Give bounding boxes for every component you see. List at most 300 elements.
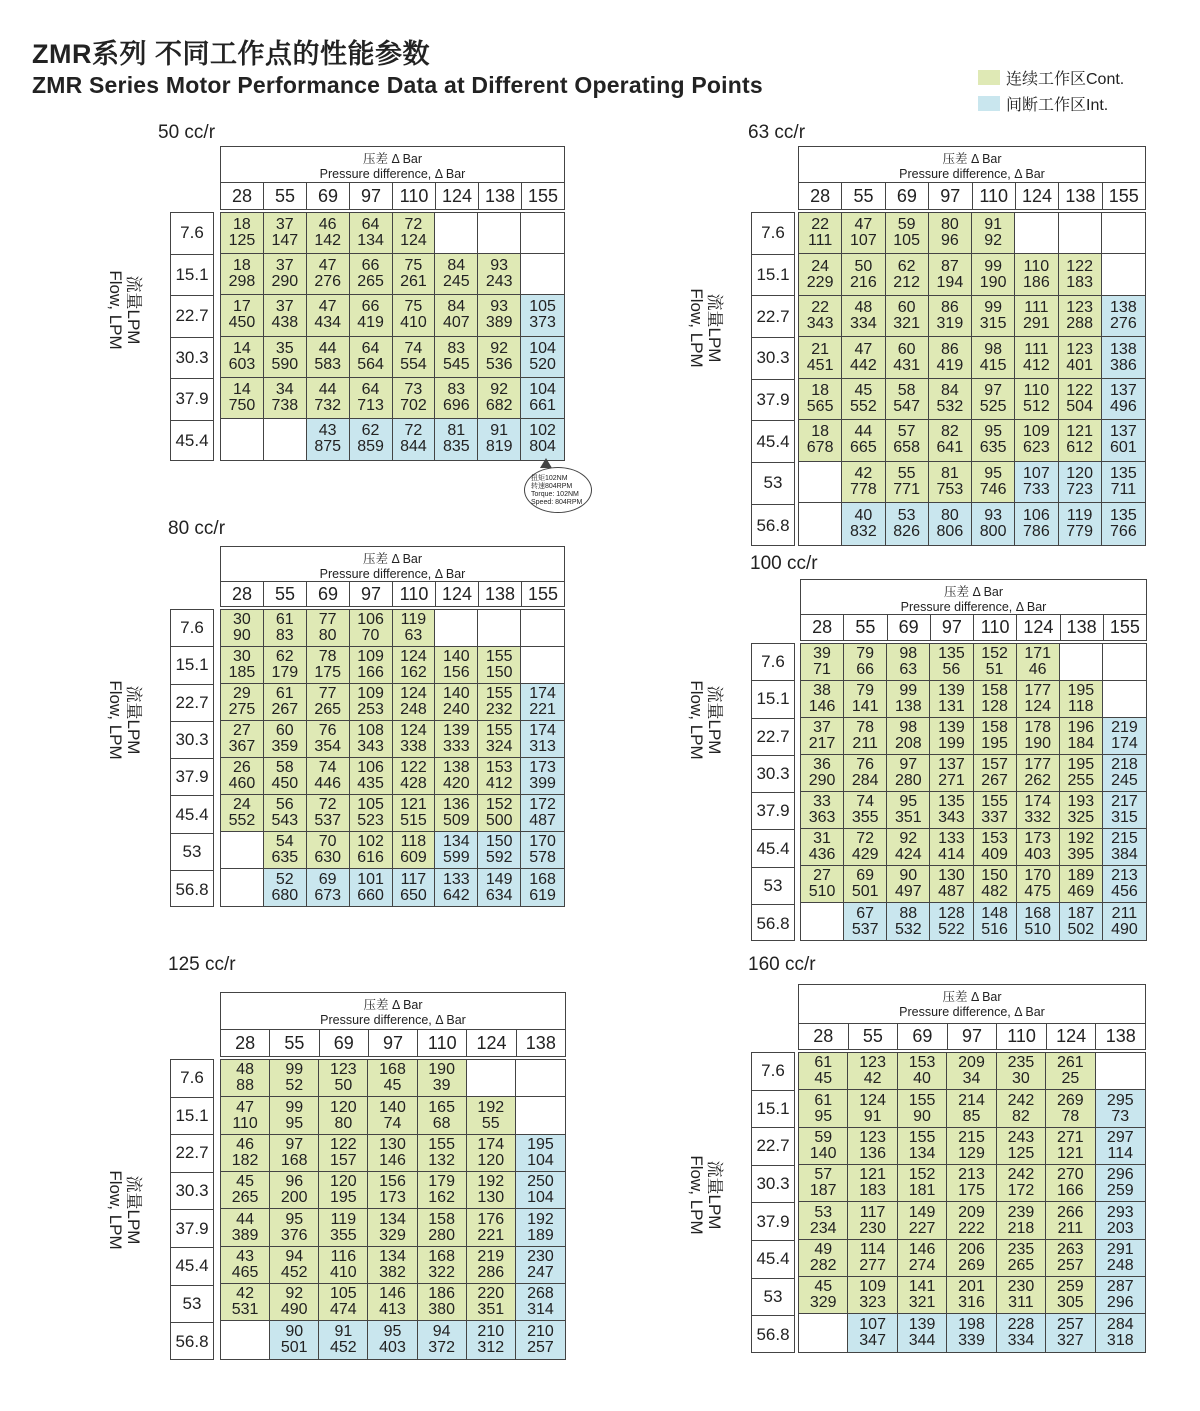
pressure-values-row bbox=[798, 183, 1146, 210]
torque-value: 69 bbox=[856, 867, 875, 885]
cell-continuous bbox=[974, 718, 1017, 755]
cell-continuous bbox=[368, 1172, 417, 1209]
cell-continuous bbox=[929, 337, 972, 378]
flow-axis-label-cn: 流量LPM bbox=[705, 1160, 724, 1230]
pressure-header-cn: 压差 Δ Bar bbox=[942, 990, 1002, 1004]
torque-value: 92 bbox=[490, 339, 509, 357]
speed-value: 603 bbox=[228, 355, 256, 373]
torque-value: 215 bbox=[958, 1128, 985, 1146]
cell-continuous bbox=[418, 1284, 467, 1321]
torque-value: 210 bbox=[477, 1323, 505, 1341]
speed-value: 186 bbox=[1023, 273, 1050, 291]
speed-value: 208 bbox=[894, 735, 922, 753]
torque-value: 168 bbox=[529, 870, 556, 888]
flow-value: 37.9 bbox=[752, 1203, 794, 1241]
torque-value: 62 bbox=[275, 648, 294, 666]
pressure-value: 55 bbox=[849, 1024, 899, 1049]
speed-value: 107 bbox=[850, 232, 877, 250]
cell-continuous bbox=[264, 254, 307, 295]
cell-empty bbox=[221, 1321, 270, 1358]
speed-value: 778 bbox=[850, 480, 877, 498]
pressure-value: 69 bbox=[307, 582, 350, 606]
torque-value: 193 bbox=[1067, 793, 1095, 811]
torque-value: 95 bbox=[383, 1323, 402, 1341]
speed-value: 253 bbox=[357, 701, 384, 719]
speed-value: 363 bbox=[808, 809, 836, 827]
torque-value: 211 bbox=[1111, 904, 1138, 922]
torque-value: 150 bbox=[485, 833, 513, 851]
speed-value: 531 bbox=[231, 1301, 259, 1319]
torque-value: 198 bbox=[958, 1316, 985, 1334]
pressure-values-row bbox=[220, 183, 565, 210]
cell-continuous bbox=[997, 1090, 1046, 1127]
cell-intermittent bbox=[974, 903, 1017, 940]
torque-value: 148 bbox=[981, 904, 1008, 922]
cell-intermittent bbox=[1102, 379, 1145, 420]
flow-axis-label-en: Flow, LPM bbox=[687, 1155, 706, 1235]
torque-value: 111 bbox=[1024, 299, 1049, 317]
cell-continuous bbox=[270, 1060, 319, 1097]
torque-value: 90 bbox=[285, 1323, 304, 1341]
cell-continuous bbox=[478, 295, 521, 336]
cell-continuous bbox=[393, 795, 436, 832]
torque-value: 42 bbox=[854, 464, 873, 482]
speed-value: 175 bbox=[958, 1182, 985, 1200]
cell-intermittent bbox=[393, 419, 436, 460]
speed-value: 181 bbox=[908, 1182, 936, 1200]
pressure-value: 97 bbox=[931, 615, 974, 640]
torque-value: 206 bbox=[958, 1240, 985, 1258]
cell-continuous bbox=[886, 420, 929, 461]
pressure-value: 155 bbox=[1109, 617, 1140, 637]
cell-continuous bbox=[435, 378, 478, 419]
speed-value: 173 bbox=[379, 1189, 406, 1207]
torque-value: 37 bbox=[275, 216, 294, 234]
cell-intermittent bbox=[521, 721, 564, 758]
torque-value: 47 bbox=[318, 257, 337, 275]
torque-value: 74 bbox=[404, 339, 423, 357]
speed-value: 200 bbox=[280, 1189, 308, 1207]
flow-axis-label bbox=[683, 278, 723, 378]
speed-value: 172 bbox=[1007, 1182, 1035, 1200]
speed-value: 95 bbox=[814, 1107, 833, 1125]
cell-continuous bbox=[418, 1247, 467, 1284]
speed-value: 322 bbox=[428, 1263, 455, 1281]
speed-value: 800 bbox=[979, 522, 1007, 540]
torque-value: 30 bbox=[233, 648, 251, 666]
cell-continuous bbox=[368, 1060, 417, 1097]
torque-value: 121 bbox=[859, 1166, 886, 1184]
torque-value: 137 bbox=[938, 756, 965, 774]
table-title: 160 cc/r bbox=[748, 954, 816, 975]
cell-intermittent bbox=[521, 419, 564, 460]
flow-axis-label-en: Flow, LPM bbox=[106, 270, 125, 350]
speed-value: 221 bbox=[529, 701, 556, 719]
pressure-value: 155 bbox=[527, 584, 559, 604]
torque-value: 134 bbox=[442, 833, 470, 851]
flow-value: 45.4 bbox=[171, 1248, 213, 1286]
cell-continuous bbox=[368, 1284, 417, 1321]
legend-label-cont: 连续工作区Cont. bbox=[1006, 70, 1125, 88]
speed-value: 623 bbox=[1023, 439, 1050, 457]
cell-continuous bbox=[947, 1165, 996, 1202]
cell-continuous bbox=[947, 1277, 996, 1314]
speed-value: 619 bbox=[529, 886, 556, 904]
cell-continuous bbox=[393, 721, 436, 758]
speed-value: 496 bbox=[1110, 398, 1137, 416]
cell-continuous bbox=[270, 1209, 319, 1246]
torque-value: 79 bbox=[856, 682, 875, 700]
cell-continuous bbox=[350, 213, 393, 254]
callout-line: 转速804RPM bbox=[531, 483, 573, 490]
flow-value: 45.4 bbox=[175, 431, 209, 451]
torque-value: 242 bbox=[1007, 1091, 1035, 1109]
torque-value: 26 bbox=[233, 759, 251, 777]
cell-intermittent bbox=[516, 1172, 565, 1209]
torque-value: 18 bbox=[811, 382, 830, 400]
torque-value: 97 bbox=[285, 1135, 304, 1153]
pressure-value: 69 bbox=[886, 183, 929, 209]
speed-value: 39 bbox=[432, 1077, 451, 1095]
cell-continuous bbox=[898, 1165, 947, 1202]
torque-value: 230 bbox=[527, 1247, 554, 1265]
cell-intermittent bbox=[844, 903, 887, 940]
cell-continuous bbox=[801, 718, 844, 755]
speed-value: 786 bbox=[1023, 522, 1050, 540]
speed-value: 185 bbox=[228, 664, 256, 682]
speed-value: 733 bbox=[1023, 480, 1050, 498]
torque-value: 215 bbox=[1111, 830, 1138, 848]
cell-continuous bbox=[393, 684, 436, 721]
cell-continuous bbox=[1059, 254, 1102, 295]
cell-continuous bbox=[887, 866, 930, 903]
cell-continuous bbox=[842, 337, 885, 378]
torque-value: 76 bbox=[856, 756, 875, 774]
torque-value: 30 bbox=[233, 611, 251, 629]
torque-value: 271 bbox=[1057, 1128, 1084, 1146]
cell-continuous bbox=[799, 337, 842, 378]
cell-intermittent bbox=[521, 684, 564, 721]
torque-value: 170 bbox=[1024, 867, 1052, 885]
torque-value: 135 bbox=[1110, 506, 1137, 524]
speed-value: 313 bbox=[529, 738, 556, 756]
speed-value: 55 bbox=[481, 1114, 500, 1132]
flow-value: 53 bbox=[171, 1286, 213, 1324]
torque-value: 94 bbox=[432, 1323, 451, 1341]
cell-intermittent bbox=[521, 337, 564, 378]
cell-continuous bbox=[930, 829, 973, 866]
speed-value: 367 bbox=[228, 738, 256, 756]
torque-value: 268 bbox=[527, 1285, 554, 1303]
torque-value: 33 bbox=[813, 793, 831, 811]
torque-value: 53 bbox=[897, 506, 916, 524]
cell-continuous bbox=[393, 378, 436, 419]
torque-value: 146 bbox=[379, 1285, 406, 1303]
torque-value: 130 bbox=[379, 1135, 406, 1153]
pressure-value: 28 bbox=[221, 1030, 270, 1056]
torque-value: 74 bbox=[318, 759, 337, 777]
torque-value: 118 bbox=[400, 833, 427, 851]
pressure-value: 97 bbox=[350, 183, 393, 209]
speed-value: 583 bbox=[314, 355, 342, 373]
torque-value: 214 bbox=[958, 1091, 985, 1109]
speed-value: 565 bbox=[806, 398, 834, 416]
cell-continuous bbox=[221, 295, 264, 336]
speed-value: 80 bbox=[334, 1114, 353, 1132]
flow-value: 37.9 bbox=[752, 380, 794, 422]
speed-value: 738 bbox=[271, 396, 299, 414]
torque-value: 174 bbox=[529, 722, 556, 740]
table-title: 80 cc/r bbox=[168, 518, 226, 539]
cell-continuous bbox=[221, 1284, 270, 1321]
cell-continuous bbox=[221, 758, 264, 795]
cell-intermittent bbox=[1096, 1277, 1145, 1314]
speed-value: 305 bbox=[1057, 1294, 1084, 1312]
speed-value: 265 bbox=[357, 273, 384, 291]
speed-value: 537 bbox=[851, 920, 879, 938]
speed-value: 410 bbox=[400, 314, 427, 332]
pressure-value: 97 bbox=[350, 582, 393, 606]
speed-value: 267 bbox=[271, 701, 299, 719]
speed-value: 465 bbox=[231, 1263, 259, 1281]
cell-continuous bbox=[844, 644, 887, 681]
speed-value: 543 bbox=[271, 812, 299, 830]
cell-continuous bbox=[270, 1284, 319, 1321]
torque-value: 21 bbox=[811, 340, 830, 358]
speed-value: 274 bbox=[908, 1256, 936, 1274]
cell-intermittent bbox=[1103, 718, 1146, 755]
speed-value: 265 bbox=[231, 1189, 259, 1207]
torque-value: 37 bbox=[275, 298, 294, 316]
torque-value: 124 bbox=[400, 722, 427, 740]
cell-continuous bbox=[972, 337, 1015, 378]
pressure-value: 124 bbox=[1047, 1024, 1097, 1049]
cell-intermittent bbox=[1059, 462, 1102, 503]
torque-value: 14 bbox=[233, 339, 251, 357]
flow-values-column bbox=[751, 643, 795, 941]
cell-intermittent bbox=[521, 795, 564, 832]
pressure-value: 110 bbox=[997, 1024, 1047, 1049]
speed-value: 282 bbox=[809, 1256, 837, 1274]
cell-intermittent bbox=[886, 503, 929, 544]
torque-value: 62 bbox=[361, 422, 380, 440]
cell-continuous bbox=[1060, 755, 1103, 792]
speed-value: 474 bbox=[330, 1301, 357, 1319]
table-title: 100 cc/r bbox=[750, 553, 818, 574]
speed-value: 355 bbox=[851, 809, 879, 827]
cell-continuous bbox=[801, 644, 844, 681]
torque-value: 64 bbox=[361, 339, 380, 357]
speed-value: 80 bbox=[318, 627, 337, 645]
torque-value: 45 bbox=[236, 1173, 254, 1191]
cell-continuous bbox=[350, 758, 393, 795]
cell-empty bbox=[521, 254, 564, 295]
torque-value: 137 bbox=[1110, 423, 1137, 441]
torque-value: 119 bbox=[1066, 506, 1093, 524]
speed-value: 616 bbox=[357, 849, 384, 867]
speed-value: 221 bbox=[477, 1226, 505, 1244]
speed-value: 190 bbox=[1024, 735, 1052, 753]
flow-value: 15.1 bbox=[752, 1091, 794, 1129]
torque-value: 201 bbox=[958, 1278, 985, 1296]
torque-value: 173 bbox=[1024, 830, 1052, 848]
torque-value: 72 bbox=[318, 796, 337, 814]
torque-value: 47 bbox=[318, 298, 337, 316]
cell-continuous bbox=[1059, 379, 1102, 420]
speed-value: 723 bbox=[1066, 480, 1093, 498]
speed-value: 323 bbox=[859, 1294, 886, 1312]
torque-value: 121 bbox=[1066, 423, 1093, 441]
speed-value: 95 bbox=[285, 1114, 304, 1132]
speed-value: 184 bbox=[1067, 735, 1095, 753]
cell-continuous bbox=[478, 378, 521, 419]
cell-continuous bbox=[368, 1247, 417, 1284]
speed-value: 66 bbox=[856, 661, 875, 679]
legend-swatch-cont bbox=[978, 70, 1000, 85]
speed-value: 601 bbox=[1110, 439, 1137, 457]
torque-value: 209 bbox=[958, 1054, 985, 1072]
torque-value: 140 bbox=[379, 1098, 406, 1116]
speed-value: 635 bbox=[271, 849, 299, 867]
speed-value: 141 bbox=[851, 698, 879, 716]
torque-value: 155 bbox=[485, 722, 513, 740]
cell-continuous bbox=[799, 1165, 848, 1202]
torque-value: 45 bbox=[814, 1278, 833, 1296]
speed-value: 401 bbox=[1066, 356, 1093, 374]
speed-value: 174 bbox=[1111, 735, 1138, 753]
cell-continuous bbox=[947, 1240, 996, 1277]
torque-value: 58 bbox=[897, 382, 916, 400]
speed-value: 74 bbox=[383, 1114, 402, 1132]
pressure-header bbox=[800, 579, 1147, 615]
torque-value: 165 bbox=[428, 1098, 455, 1116]
torque-value: 173 bbox=[529, 759, 556, 777]
torque-value: 101 bbox=[357, 870, 384, 888]
speed-value: 120 bbox=[477, 1151, 505, 1169]
cell-continuous bbox=[801, 829, 844, 866]
cell-intermittent bbox=[1096, 1128, 1145, 1165]
cell-empty bbox=[1060, 644, 1103, 681]
torque-value: 170 bbox=[529, 833, 556, 851]
speed-value: 30 bbox=[1012, 1070, 1030, 1088]
cell-intermittent bbox=[393, 869, 436, 906]
cell-continuous bbox=[974, 644, 1017, 681]
speed-value: 134 bbox=[357, 232, 384, 250]
torque-value: 153 bbox=[485, 759, 513, 777]
pressure-value: 155 bbox=[1108, 186, 1139, 206]
speed-value: 545 bbox=[442, 355, 470, 373]
speed-value: 182 bbox=[231, 1151, 259, 1169]
torque-value: 235 bbox=[1007, 1054, 1035, 1072]
cell-continuous bbox=[972, 420, 1015, 461]
torque-value: 190 bbox=[428, 1061, 455, 1079]
cell-continuous bbox=[886, 296, 929, 337]
speed-value: 125 bbox=[1007, 1144, 1035, 1162]
speed-value: 415 bbox=[979, 356, 1007, 374]
flow-value: 45.4 bbox=[752, 830, 794, 867]
torque-value: 213 bbox=[1111, 867, 1138, 885]
torque-value: 139 bbox=[938, 682, 965, 700]
cell-continuous bbox=[842, 254, 885, 295]
torque-value: 92 bbox=[285, 1285, 304, 1303]
cell-continuous bbox=[478, 254, 521, 295]
data-grid bbox=[220, 609, 565, 907]
cell-continuous bbox=[799, 1090, 848, 1127]
data-grid bbox=[220, 212, 565, 461]
torque-value: 250 bbox=[527, 1173, 554, 1191]
speed-value: 419 bbox=[357, 314, 384, 332]
torque-value: 123 bbox=[1066, 299, 1093, 317]
speed-value: 321 bbox=[908, 1294, 936, 1312]
speed-value: 275 bbox=[228, 701, 256, 719]
speed-value: 354 bbox=[314, 738, 342, 756]
cell-continuous bbox=[418, 1172, 467, 1209]
cell-intermittent bbox=[972, 503, 1015, 544]
speed-value: 42 bbox=[863, 1070, 882, 1088]
torque-value: 49 bbox=[814, 1240, 833, 1258]
pressure-value: 110 bbox=[418, 1030, 467, 1056]
torque-value: 91 bbox=[490, 422, 509, 440]
torque-value: 150 bbox=[981, 867, 1008, 885]
speed-value: 318 bbox=[1106, 1332, 1134, 1350]
flow-axis-label-cn: 流量LPM bbox=[124, 685, 143, 755]
cell-continuous bbox=[898, 1277, 947, 1314]
speed-value: 124 bbox=[1024, 698, 1052, 716]
cell-intermittent bbox=[350, 419, 393, 460]
cell-continuous bbox=[842, 296, 885, 337]
speed-value: 338 bbox=[400, 738, 427, 756]
speed-value: 334 bbox=[850, 315, 877, 333]
cell-continuous bbox=[435, 684, 478, 721]
torque-value: 95 bbox=[899, 793, 918, 811]
cell-intermittent bbox=[435, 869, 478, 906]
cell-continuous bbox=[947, 1202, 996, 1239]
speed-value: 286 bbox=[477, 1263, 505, 1281]
torque-value: 155 bbox=[981, 793, 1008, 811]
speed-value: 179 bbox=[271, 664, 299, 682]
torque-value: 61 bbox=[275, 611, 294, 629]
cell-continuous bbox=[886, 213, 929, 254]
speed-value: 276 bbox=[314, 273, 342, 291]
torque-value: 130 bbox=[938, 867, 965, 885]
speed-value: 248 bbox=[1106, 1256, 1134, 1274]
speed-value: 262 bbox=[1024, 772, 1052, 790]
cell-intermittent bbox=[307, 419, 350, 460]
pressure-value: 28 bbox=[799, 183, 842, 209]
speed-value: 166 bbox=[357, 664, 384, 682]
torque-value: 93 bbox=[490, 257, 509, 275]
cell-intermittent bbox=[521, 832, 564, 869]
cell-continuous bbox=[307, 213, 350, 254]
torque-value: 123 bbox=[330, 1061, 357, 1079]
flow-values-column bbox=[170, 212, 214, 461]
cell-continuous bbox=[929, 420, 972, 461]
cell-continuous bbox=[842, 462, 885, 503]
cell-continuous bbox=[350, 721, 393, 758]
torque-value: 158 bbox=[981, 719, 1008, 737]
speed-value: 296 bbox=[1106, 1294, 1134, 1312]
cell-continuous bbox=[270, 1247, 319, 1284]
torque-value: 219 bbox=[1111, 719, 1138, 737]
speed-value: 389 bbox=[231, 1226, 259, 1244]
torque-value: 72 bbox=[856, 830, 875, 848]
cell-intermittent bbox=[350, 869, 393, 906]
torque-value: 168 bbox=[1024, 904, 1052, 922]
data-grid bbox=[798, 1052, 1146, 1353]
cell-continuous bbox=[1017, 792, 1060, 829]
cell-continuous bbox=[350, 647, 393, 684]
flow-value: 56.8 bbox=[756, 515, 790, 535]
